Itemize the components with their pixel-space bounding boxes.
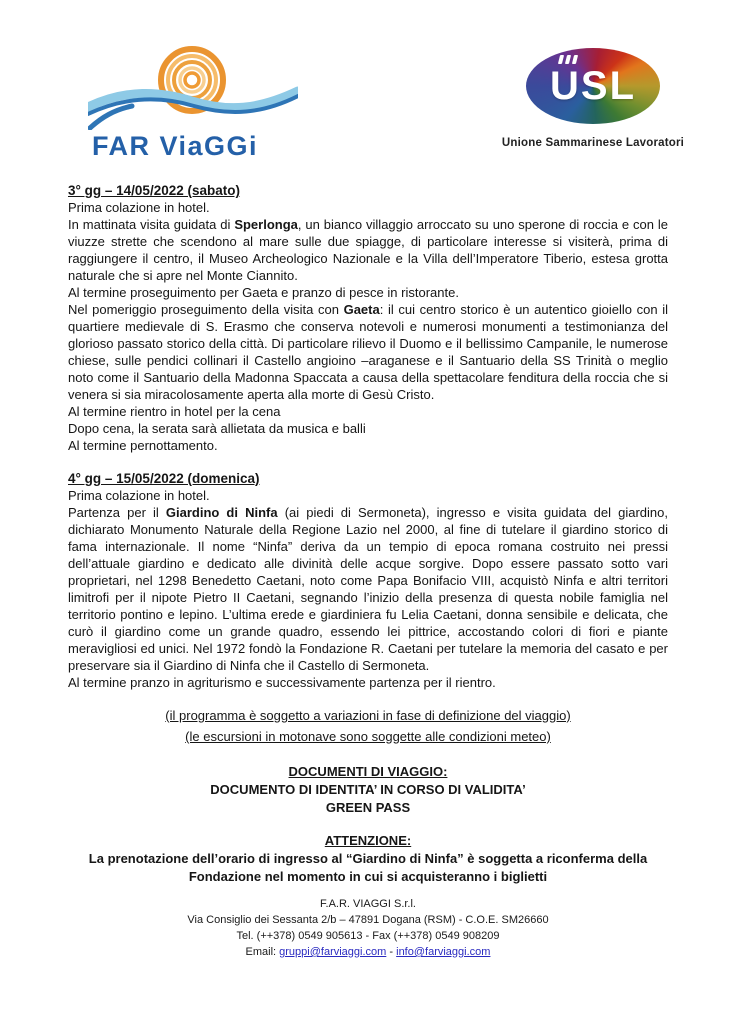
- program-variation-note: (il programma è soggetto a variazioni in fase di definizione del viaggio): [165, 708, 571, 723]
- itinerary-paragraph: In mattinata visita guidata di Sperlonga, un bianco villaggio arroccato su uno sperone di roccia e con le viuzze strette che scendono al mare sulle due spiagge, di particolare interesse si visiterà, prima di raggiungere il centro, il Museo Archeologico Nazionale e la Villa dell’Imperatore Tiberio, estesa grotta naturale che si apre nel Monte Ciannito.: [68, 217, 668, 283]
- travel-documents-title: DOCUMENTI DI VIAGGIO:: [288, 764, 448, 779]
- document-line: DOCUMENTO DI IDENTITA’ IN CORSO DI VALIDITA’: [210, 782, 526, 797]
- usl-logo: [478, 48, 708, 149]
- itinerary-paragraph: Prima colazione in hotel.: [68, 488, 210, 503]
- travel-documents-block: [68, 763, 668, 817]
- day-3-heading: 3° gg – 14/05/2022 (sabato): [68, 183, 240, 198]
- itinerary-content: [0, 182, 736, 886]
- itinerary-paragraph: Dopo cena, la serata sarà allietata da musica e balli: [68, 421, 366, 436]
- program-notes: [68, 705, 668, 747]
- itinerary-paragraph: Al termine rientro in hotel per la cena: [68, 404, 281, 419]
- itinerary-paragraph: Nel pomeriggio proseguimento della visita con Gaeta: il cui centro storico è un autentico gioiello con il quartiere medievale di S. Erasmo che conserva notevoli e numerosi monumenti a testimonianza del glorioso passato storico della città. Di particolare rilievo il Duomo e il bellissimo Campanile, le numerose chiese, sulle pendici collinari il Castello angioino –araganese e il Santuario della SS Trinità o meglio noto come il Santuario della Madonna Spaccata a causa della spettacolare fenditura della roccia che si venera si sia miracolosamente aperta alla morte di Gesù Cristo.: [68, 302, 668, 402]
- page-footer: [0, 896, 736, 960]
- footer-phones: Tel. (++378) 0549 905613 - Fax (++378) 0549 908209: [236, 930, 500, 942]
- day-4-section: [68, 470, 668, 691]
- far-viaggi-brand-text: FAR ViaGGi: [92, 131, 259, 161]
- email-link-info[interactable]: info@farviaggi.com: [396, 946, 491, 958]
- usl-caption: Unione Sammarinese Lavoratori: [501, 137, 685, 149]
- itinerary-paragraph: Prima colazione in hotel.: [68, 200, 210, 215]
- email-label: Email:: [245, 946, 277, 958]
- attention-block: [68, 832, 668, 886]
- page-header: [0, 0, 736, 166]
- itinerary-paragraph: Al termine pernottamento.: [68, 438, 218, 453]
- footer-company: F.A.R. VIAGGI S.r.l.: [320, 898, 416, 910]
- email-separator: -: [389, 946, 394, 958]
- day-4-heading: 4° gg – 15/05/2022 (domenica): [68, 471, 260, 486]
- email-link-gruppi[interactable]: gruppi@farviaggi.com: [279, 946, 387, 958]
- itinerary-paragraph: Partenza per il Giardino di Ninfa (ai piedi di Sermoneta), ingresso e visita guidata del giardino, dichiarato Monumento Naturale della Regione Lazio nel 2000, al fine di tutelare il giardino storico di fama internazionale. Il nome “Ninfa” deriva da un tempio di epoca romana costruito nei pressi dell’attuale giardino e dedicato alle divinità delle acque sorgive. Dopo essere passato sotto vari proprietari, nel 1298 Benedetto Caetani, noto come Papa Bonifacio VIII, acquistò Ninfa e altri territori limitrofi per il nipote Pietro II Caetani, segnando l’inizio della presenza di questa nobile famiglia nel territorio pontino e lepino. L’ultima erede e giardiniera fu Lelia Caetani, donna sensibile e delicata, che curò il giardino come un grande quadro, essendo lei pittrice, accostando colori di fiori e piante meravigliosi ed unici. Nel 1972 fondò la Fondazione R. Caetani per tutelare la memoria del casato e per preservare sia il Giardino di Ninfa che il Castello di Sermoneta.: [68, 505, 668, 673]
- document-line: GREEN PASS: [325, 800, 411, 815]
- far-viaggi-logo: [88, 44, 298, 162]
- day-3-section: [68, 182, 668, 454]
- itinerary-paragraph: Al termine pranzo in agriturismo e successivamente partenza per il rientro.: [68, 675, 496, 690]
- usl-logo-oval: [526, 48, 660, 124]
- attention-title: ATTENZIONE:: [324, 833, 412, 848]
- weather-note: (le escursioni in motonave sono soggette alle condizioni meteo): [185, 729, 551, 744]
- footer-email-line: [0, 944, 736, 960]
- attention-text: La prenotazione dell’orario di ingresso al “Giardino di Ninfa” è soggetta a riconferma della Fondazione nel momento in cui si acquisteranno i biglietti: [88, 851, 648, 884]
- footer-address: Via Consiglio dei Sessanta 2/b – 47891 Dogana (RSM) - C.O.E. SM26660: [187, 914, 549, 926]
- itinerary-paragraph: Al termine proseguimento per Gaeta e pranzo di pesce in ristorante.: [68, 285, 459, 300]
- sun-wave-icon: [88, 44, 298, 130]
- usl-umlaut-marks-icon: [559, 55, 577, 64]
- usl-acronym: USL: [550, 64, 636, 108]
